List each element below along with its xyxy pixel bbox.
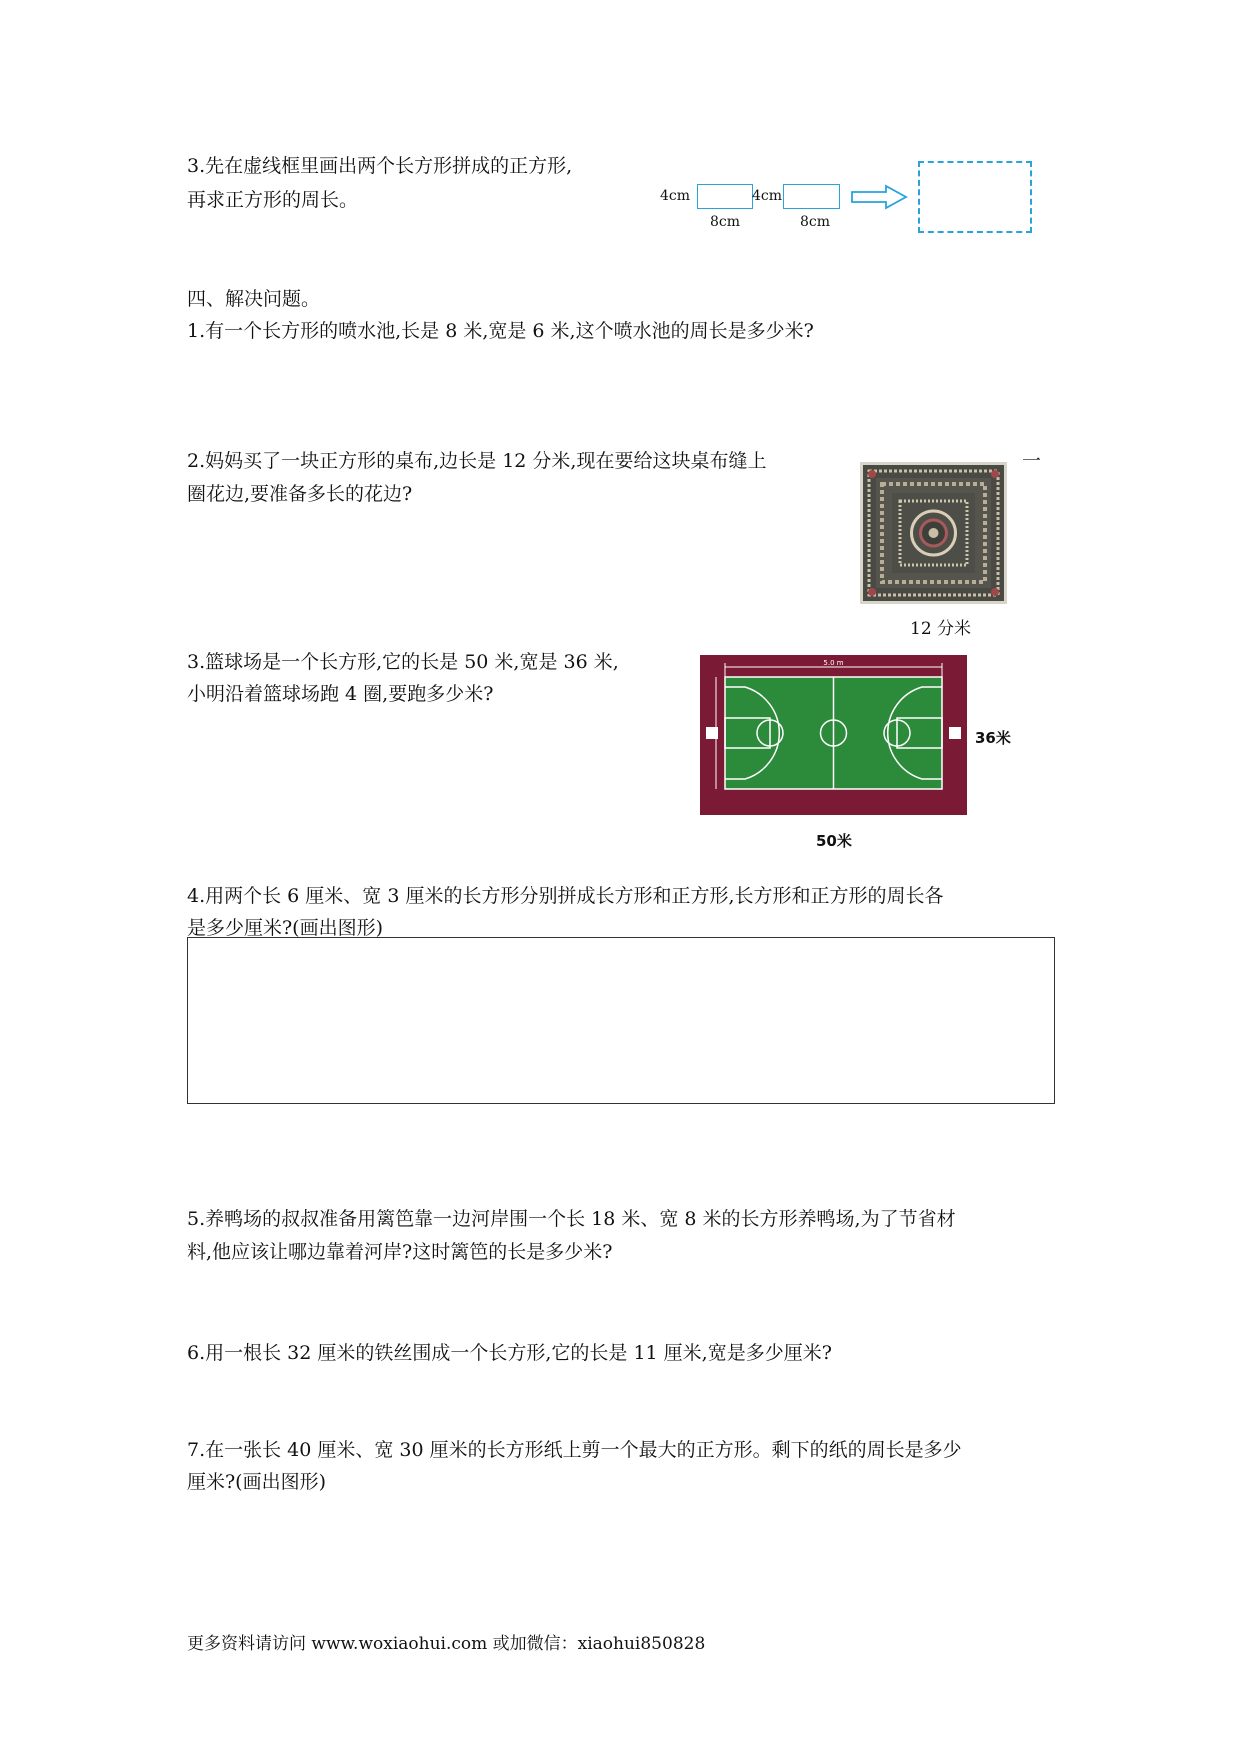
rectangle-a <box>697 184 753 209</box>
q3-line1: 3.先在虚线框里画出两个长方形拼成的正方形, <box>187 155 573 177</box>
footer-text: 更多资料请访问 www.woxiaohui.com 或加微信：xiaohui850828 <box>187 1634 706 1654</box>
problem-5-line2: 料,他应该让哪边靠着河岸?这时篱笆的长是多少米? <box>187 1241 613 1263</box>
problem-5-line1: 5.养鸭场的叔叔准备用篱笆靠一边河岸围一个长 18 米、宽 8 米的长方形养鸭场,为了节省材 <box>187 1208 956 1230</box>
rect-b-side-label: 4cm <box>752 188 783 204</box>
tablecloth-caption: 12 分米 <box>910 619 972 639</box>
court-width-label: 36米 <box>975 729 1011 747</box>
rect-a-side-label: 4cm <box>660 188 691 204</box>
rect-a-bottom-label: 8cm <box>710 214 741 230</box>
rectangle-b <box>783 184 840 209</box>
court-length-label: 50米 <box>816 832 852 850</box>
arrow-right-icon <box>850 184 910 210</box>
section-heading: 四、解决问题。 <box>187 288 321 310</box>
problem-7-line1: 7.在一张长 40 厘米、宽 30 厘米的长方形纸上剪一个最大的正方形。剩下的纸的周长是多少 <box>187 1439 962 1461</box>
problem-2-tail: 一 <box>1022 450 1042 472</box>
problem-1: 1.有一个长方形的喷水池,长是 8 米,宽是 6 米,这个喷水池的周长是多少米? <box>187 320 814 342</box>
court-top-label: 5.0 m <box>823 659 844 667</box>
problem-6: 6.用一根长 32 厘米的铁丝围成一个长方形,它的长是 11 厘米,宽是多少厘米? <box>187 1342 832 1364</box>
tablecloth-image <box>860 462 1007 604</box>
drawing-answer-box[interactable] <box>187 937 1055 1104</box>
problem-3-line2: 小明沿着篮球场跑 4 圈,要跑多少米? <box>187 683 494 705</box>
dashed-drawing-box[interactable] <box>918 161 1032 233</box>
problem-7-line2: 厘米?(画出图形) <box>187 1471 327 1493</box>
basketball-court-image <box>700 655 967 815</box>
rect-b-bottom-label: 8cm <box>800 214 831 230</box>
problem-2-line1: 2.妈妈买了一块正方形的桌布,边长是 12 分米,现在要给这块桌布缝上 <box>187 450 767 472</box>
problem-4-line2: 是多少厘米?(画出图形) <box>187 917 384 939</box>
problem-4-line1: 4.用两个长 6 厘米、宽 3 厘米的长方形分别拼成长方形和正方形,长方形和正方形的周长各 <box>187 885 944 907</box>
q3-line2: 再求正方形的周长。 <box>187 189 359 211</box>
problem-3-line1: 3.篮球场是一个长方形,它的长是 50 米,宽是 36 米, <box>187 651 619 673</box>
problem-2-line2: 圈花边,要准备多长的花边? <box>187 483 413 505</box>
